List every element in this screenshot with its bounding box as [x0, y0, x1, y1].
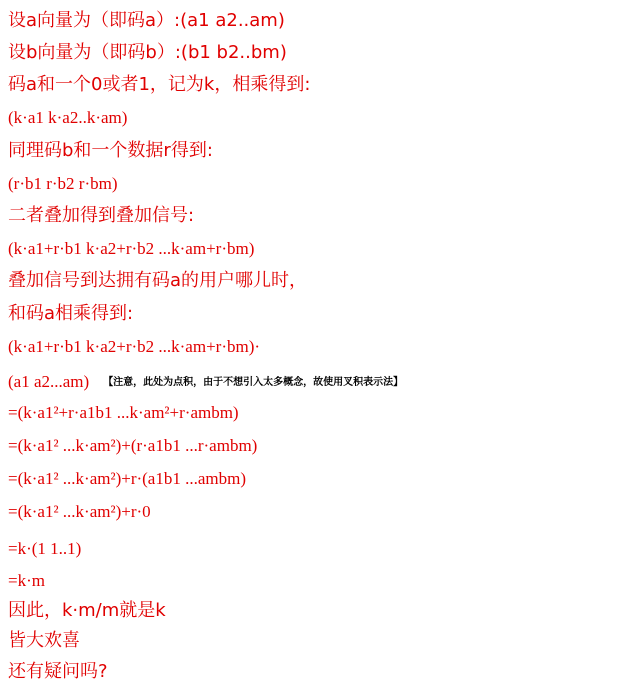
vector-a-expression: (a1 a2...am)	[8, 372, 90, 391]
line-superposed-dot: (k·a1+r·b1 k·a2+r·b2 ...k·am+r·bm)·	[8, 337, 261, 356]
line-define-vector-a: 设a向量为（即码a）:(a1 a2..am)	[8, 10, 285, 31]
line-k-times-a: (k·a1 k·a2..k·am)	[8, 108, 128, 127]
line-expand-step-3: =(k·a1² ...k·am²)+r·(a1b1 ...ambm)	[8, 469, 247, 488]
line-superposed-signal: (k·a1+r·b1 k·a2+r·b2 ...k·am+r·bm)	[8, 239, 255, 258]
line-happy: 皆大欢喜	[8, 630, 80, 651]
line-conclusion: 因此，k·m/m就是k	[8, 600, 166, 621]
line-expand-step-4: =(k·a1² ...k·am²)+r·0	[8, 502, 151, 521]
line-any-questions: 还有疑问吗?	[8, 661, 108, 682]
line-k-times-ones: =k·(1 1..1)	[8, 539, 82, 558]
line-expand-step-1: =(k·a1²+r·a1b1 ...k·am²+r·ambm)	[8, 403, 239, 422]
line-superposition: 二者叠加得到叠加信号:	[8, 205, 195, 226]
line-define-vector-b: 设b向量为（即码b）:(b1 b2..bm)	[8, 42, 287, 63]
line-r-times-b: (r·b1 r·b2 r·bm)	[8, 174, 118, 193]
dot-product-note: 【注意，此处为点积，由于不想引入太多概念，故使用叉积表示法】	[103, 377, 404, 389]
line-k-times-m: =k·m	[8, 571, 45, 590]
line-vector-a-with-note	[8, 373, 403, 390]
line-code-b-multiply-r: 同理码b和一个数据r得到:	[8, 140, 213, 161]
line-multiply-with-code-a: 和码a相乘得到:	[8, 303, 134, 324]
line-code-a-multiply-k: 码a和一个0或者1，记为k，相乘得到:	[8, 74, 311, 95]
line-expand-step-2: =(k·a1² ...k·am²)+(r·a1b1 ...r·ambm)	[8, 436, 258, 455]
line-signal-reaches-user-a: 叠加信号到达拥有码a的用户哪儿时，	[8, 270, 308, 291]
